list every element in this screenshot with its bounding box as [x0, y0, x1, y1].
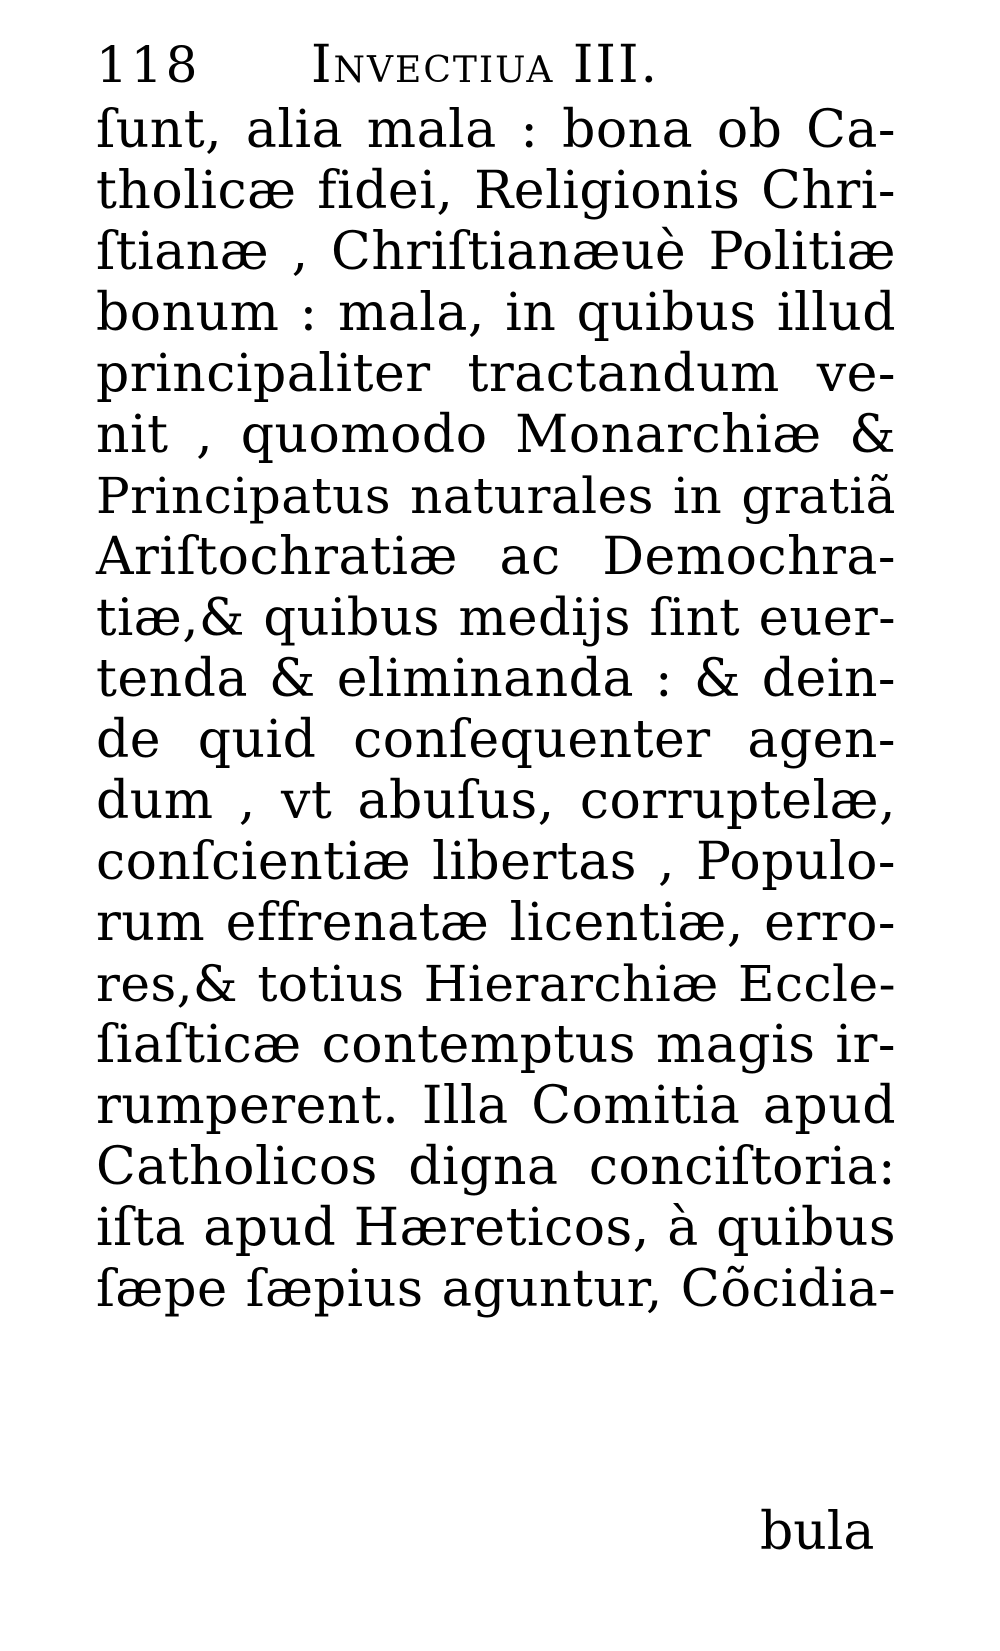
body-text	[96, 100, 896, 1320]
text-line: dum , vt abuſus, corruptelæ,	[96, 771, 896, 831]
text-line: tenda & eliminanda : & dein-	[96, 649, 896, 709]
catchword: bula	[760, 1502, 875, 1562]
text-line: ſæpe ſæpius aguntur, Cõcidia-	[96, 1260, 896, 1319]
text-line: ſtianæ , Chriſtianæuè Politiæ	[96, 222, 896, 282]
text-line: Ariſtochratiæ ac Demochra-	[96, 527, 896, 587]
text-line: Catholicos digna conciſtoria:	[96, 1137, 896, 1197]
text-line: tholicæ fidei, Religionis Chri-	[96, 161, 896, 221]
text-line: ſunt, alia mala : bona ob Ca-	[96, 100, 896, 160]
text-line: rum effrenatæ licentiæ, erro-	[96, 893, 896, 953]
text-line: bonum : mala, in quibus illud	[96, 283, 896, 343]
text-line: iſta apud Hæreticos, à quibus	[96, 1198, 896, 1258]
text-line: conſcientiæ libertas , Populo-	[96, 832, 896, 892]
running-head: Invectiua III.	[311, 35, 660, 95]
page-number: 118	[96, 36, 201, 94]
page-header	[96, 30, 916, 100]
text-line: rumperent. Illa Comitia apud	[96, 1076, 896, 1136]
text-line: nit , quomodo Monarchiæ &	[96, 405, 896, 465]
text-line: tiæ,& quibus medijs ſint euer-	[96, 589, 896, 648]
text-line: principaliter tractandum ve-	[96, 344, 896, 404]
text-line: Principatus naturales in gratiã	[96, 467, 896, 525]
text-line: ſiaſticæ contemptus magis ir-	[96, 1015, 896, 1075]
text-line: de quid conſequenter agen-	[96, 710, 896, 770]
text-line: res,& totius Hierarchiæ Eccle-	[96, 955, 896, 1013]
